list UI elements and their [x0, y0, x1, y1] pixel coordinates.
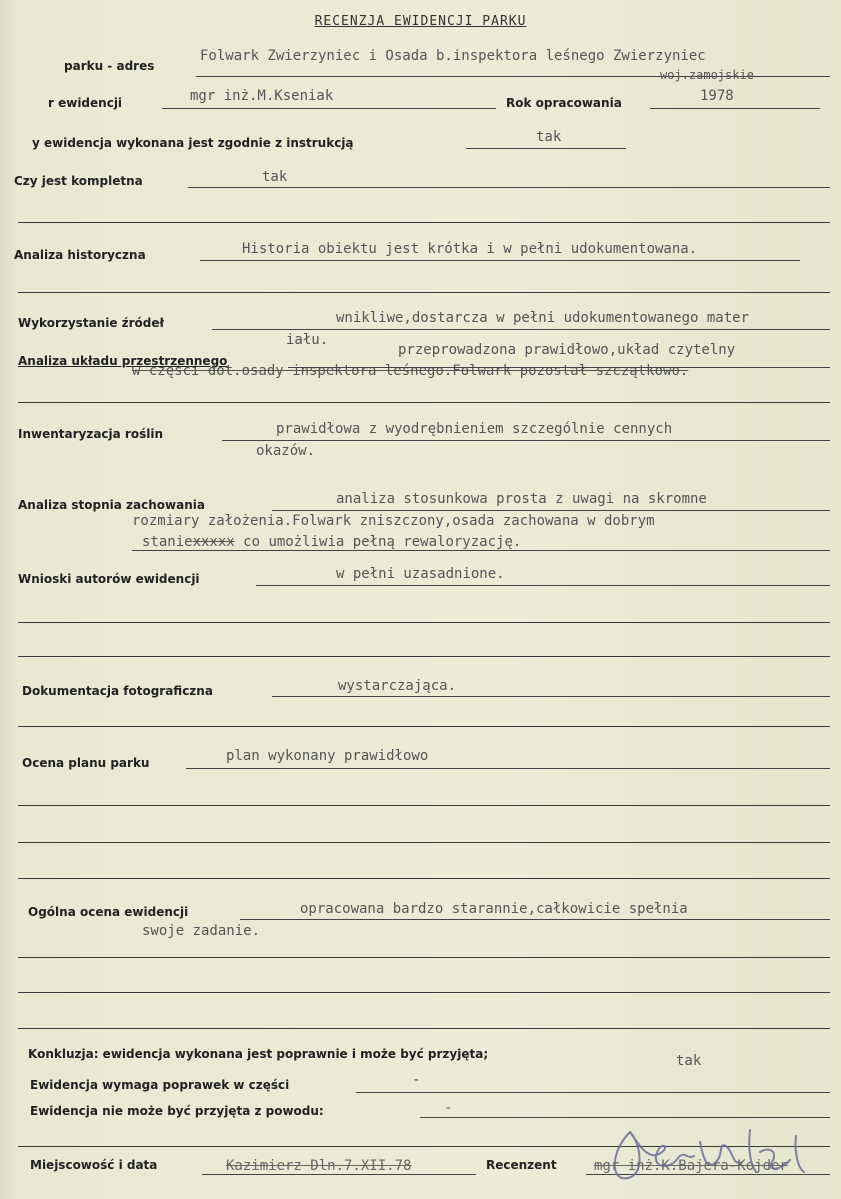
photo-value: wystarczająca. [338, 678, 457, 694]
ruled-line [18, 805, 830, 806]
document-title: RECENZJA EWIDENCJI PARKU [314, 14, 527, 29]
ruled-line [18, 402, 830, 403]
author-label: r ewidencji [48, 96, 123, 110]
plan-value: plan wykonany prawidłowo [226, 748, 429, 764]
preservation-line-2 [132, 550, 830, 551]
overall-value: opracowana bardzo starannie,całkowicie spełnia [300, 901, 688, 917]
photo-line [272, 696, 830, 697]
place-date-line [202, 1174, 476, 1175]
year-value: 1978 [700, 88, 734, 104]
ruled-line [18, 726, 830, 727]
instruction-label: y ewidencja wykonana jest zgodnie z instrukcją [32, 136, 354, 150]
ruled-line [18, 957, 830, 958]
overall-label: Ogólna ocena ewidencji [28, 905, 189, 919]
plan-label: Ocena planu parku [22, 756, 150, 770]
place-date-value: Kazimierz Dln.7.XII.78 [226, 1158, 412, 1174]
preservation-value-3: staniexxxxx co umożliwia pełną rewaloryzację. [142, 534, 522, 550]
conclusions-label: Wnioski autorów ewidencji [18, 572, 200, 586]
complete-line [188, 187, 830, 188]
spatial-value: przeprowadzona prawidłowo,układ czytelny [398, 342, 736, 358]
place-date-label: Miejscowość i data [30, 1158, 158, 1172]
preservation-line [272, 510, 830, 511]
historical-label: Analiza historyczna [14, 248, 146, 262]
spatial-value-2: w części dot.osady inspektora leśnego.Folwark pozostał szczątkowo. [132, 363, 689, 379]
corrections-line [356, 1092, 830, 1093]
sources-value: wnikliwe,dostarcza w pełni udokumentowanego mater [336, 310, 750, 326]
year-line [650, 108, 820, 109]
reviewer-label: Recenzent [486, 1158, 557, 1172]
overall-line [240, 919, 830, 920]
instruction-value: tak [536, 129, 562, 145]
preservation-value: analiza stosunkowa prosta z uwagi na skromne [336, 491, 707, 507]
author-line [162, 108, 496, 109]
plants-value-2: okazów. [256, 443, 316, 459]
ruled-line [18, 1028, 830, 1029]
ruled-line [18, 842, 830, 843]
conclusions-value: w pełni uzasadnione. [336, 566, 505, 582]
photo-label: Dokumentacja fotograficzna [22, 684, 213, 698]
overall-value-2: swoje zadanie. [142, 923, 261, 939]
rejected-value: - [444, 1100, 453, 1116]
reviewer-value: mgr inż.K.Bajera-Kojder [594, 1158, 788, 1174]
plants-value: prawidłowa z wyodrębnieniem szczególnie cennych [276, 421, 673, 437]
ruled-line [18, 292, 830, 293]
conclusions-line [256, 585, 830, 586]
preservation-label: Analiza stopnia zachowania [18, 498, 205, 512]
complete-value: tak [262, 169, 288, 185]
ruled-line [18, 622, 830, 623]
corrections-value: - [412, 1072, 421, 1088]
instruction-line [466, 148, 626, 149]
conclusion-final-label: Konkluzja: ewidencja wykonana jest poprawnie i może być przyjęta; [28, 1047, 489, 1061]
author-value: mgr inż.M.Kseniak [190, 88, 334, 104]
complete-label: Czy jest kompletna [14, 174, 143, 188]
ruled-line [18, 992, 830, 993]
park-address-value: Folwark Zwierzyniec i Osada b.inspektora leśnego Zwierzyniec [200, 48, 706, 64]
spatial-line [288, 367, 830, 368]
ruled-line [18, 656, 830, 657]
spatial-label: Analiza układu przestrzennego [18, 354, 228, 368]
handwritten-signature [600, 1112, 830, 1192]
historical-line [200, 260, 800, 261]
preservation-value-2: rozmiary założenia.Folwark zniszczony,osada zachowana w dobrym [132, 513, 655, 529]
historical-value: Historia obiektu jest krótka i w pełni udokumentowana. [242, 241, 698, 257]
sources-value-2: iału. [286, 332, 329, 348]
conclusion-final-value: tak [676, 1053, 702, 1069]
ruled-line [18, 878, 830, 879]
year-label: Rok opracowania [506, 96, 622, 110]
corrections-label: Ewidencja wymaga poprawek w części [30, 1078, 290, 1092]
park-address-label: parku - adres [64, 59, 155, 73]
sources-line [212, 329, 830, 330]
plants-label: Inwentaryzacja roślin [18, 427, 164, 441]
rejected-label: Ewidencja nie może być przyjęta z powodu: [30, 1104, 324, 1118]
plants-line [222, 440, 830, 441]
park-address-value-2: woj.zamojskie [660, 68, 754, 82]
plan-line [186, 768, 830, 769]
ruled-line [18, 222, 830, 223]
sources-label: Wykorzystanie źródeł [18, 316, 164, 330]
